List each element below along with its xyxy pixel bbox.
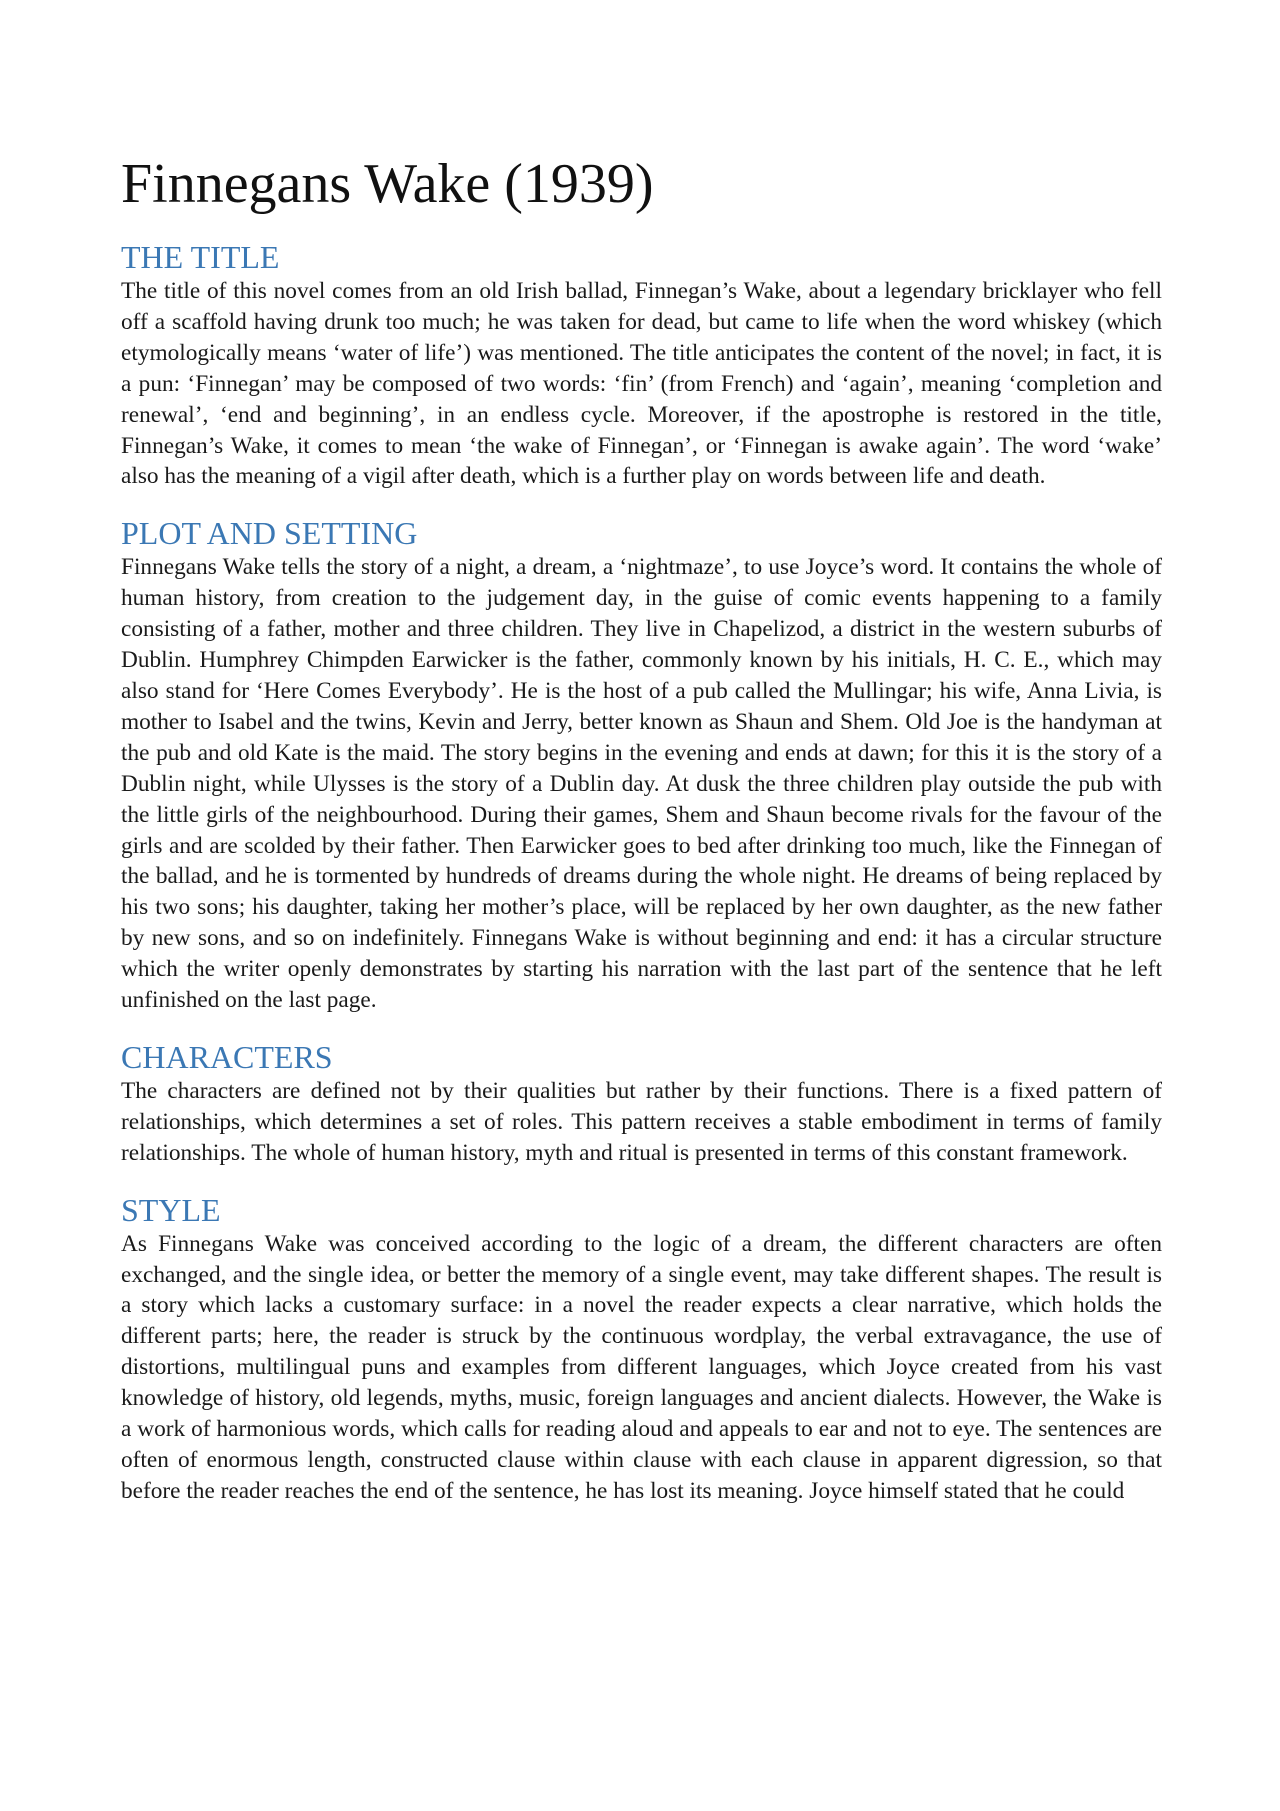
document-page [121,150,1162,1529]
section-paragraph: The characters are defined not by their qualities but rather by their functions. There is a fixed pattern of relationships, which determines a set of roles. This pattern receives a stable embodiment in terms of family relationships. The whole of human history, myth and ritual is presented in terms of this constant framework. [121,1077,1162,1166]
section-heading: THE TITLE [121,239,280,275]
section-heading: CHARACTERS [121,1038,333,1075]
section-the-title [121,238,1162,492]
section-heading: PLOT AND SETTING [121,515,418,552]
section-plot-and-setting [121,514,1162,1016]
section-characters [121,1038,1162,1169]
section-style [121,1191,1162,1507]
document-title: Finnegans Wake (1939) [121,153,654,215]
section-paragraph: Finnegans Wake tells the story of a night, a dream, a ‘nightmaze’, to use Joyce’s word. It contains the whole of human history, from creation to the judgement day, in the guise of comic events happening to a family consisting of a father, mother and three children. They live in Chapelizod, a district in the western suburbs of Dublin. Humphrey Chimpden Earwicker is the father, commonly known by his initials, H. C. E., which may also stand for ‘Here Comes Everybody’. He is the host of a pub called the Mullingar; his wife, Anna Livia, is mother to Isabel and the twins, Kevin and Jerry, better known as Shaun and Shem. Old Joe is the handyman at the pub and old Kate is the maid. The story begins in the evening and ends at dawn; for this it is the story of a Dublin night, while Ulysses is the story of a Dublin day. At dusk the three children play outside the pub with the little girls of the neighbourhood. During their games, Shem and Shaun become rivals for the favour of the girls and are scolded by their father. Then Earwicker goes to bed after drinking too much, like the Finnegan of the ballad, and he is tormented by hundreds of dreams during the whole night. He dreams of being replaced by his two sons; his daughter, taking her mother’s place, will be replaced by her own daughter, as the new father by new sons, and so on indefinitely. Finnegans Wake is without beginning and end: it has a circular structure which the writer openly demonstrates by starting his narration with the last part of the sentence that he left unfinished on the last page. [121,554,1162,1014]
section-paragraph: As Finnegans Wake was conceived according to the logic of a dream, the different characters are often exchanged, and the single idea, or better the memory of a single event, may take different shapes. The result is a story which lacks a customary surface: in a novel the reader expects a clear narrative, which holds the different parts; here, the reader is struck by the continuous wordplay, the verbal extravagance, the use of distortions, multilingual puns and examples from different languages, which Joyce created from his vast knowledge of history, old legends, myths, music, foreign languages and ancient dialects. However, the Wake is a work of harmonious words, which calls for reading aloud and appeals to ear and not to eye. The sentences are often of enormous length, constructed clause within clause with each clause in apparent digression, so that before the reader reaches the end of the sentence, he has lost its meaning. Joyce himself stated that he could [121,1230,1162,1504]
section-heading: STYLE [121,1191,221,1228]
section-paragraph: The title of this novel comes from an old Irish ballad, Finnegan’s Wake, about a legendary bricklayer who fell off a scaffold having drunk too much; he was taken for dead, but came to life when the word whiskey (which etymologically means ‘water of life’) was mentioned. The title anticipates the content of the novel; in fact, it is a pun: ‘Finnegan’ may be composed of two words: ‘fin’ (from French) and ‘again’, meaning ‘completion and renewal’, ‘end and beginning’, in an endless cycle. Moreover, if the apostrophe is restored in the title, Finnegan’s Wake, it comes to mean ‘the wake of Finnegan’, or ‘Finnegan is awake again’. The word ‘wake’ also has the meaning of a vigil after death, which is a further play on words between life and death. [121,278,1162,490]
